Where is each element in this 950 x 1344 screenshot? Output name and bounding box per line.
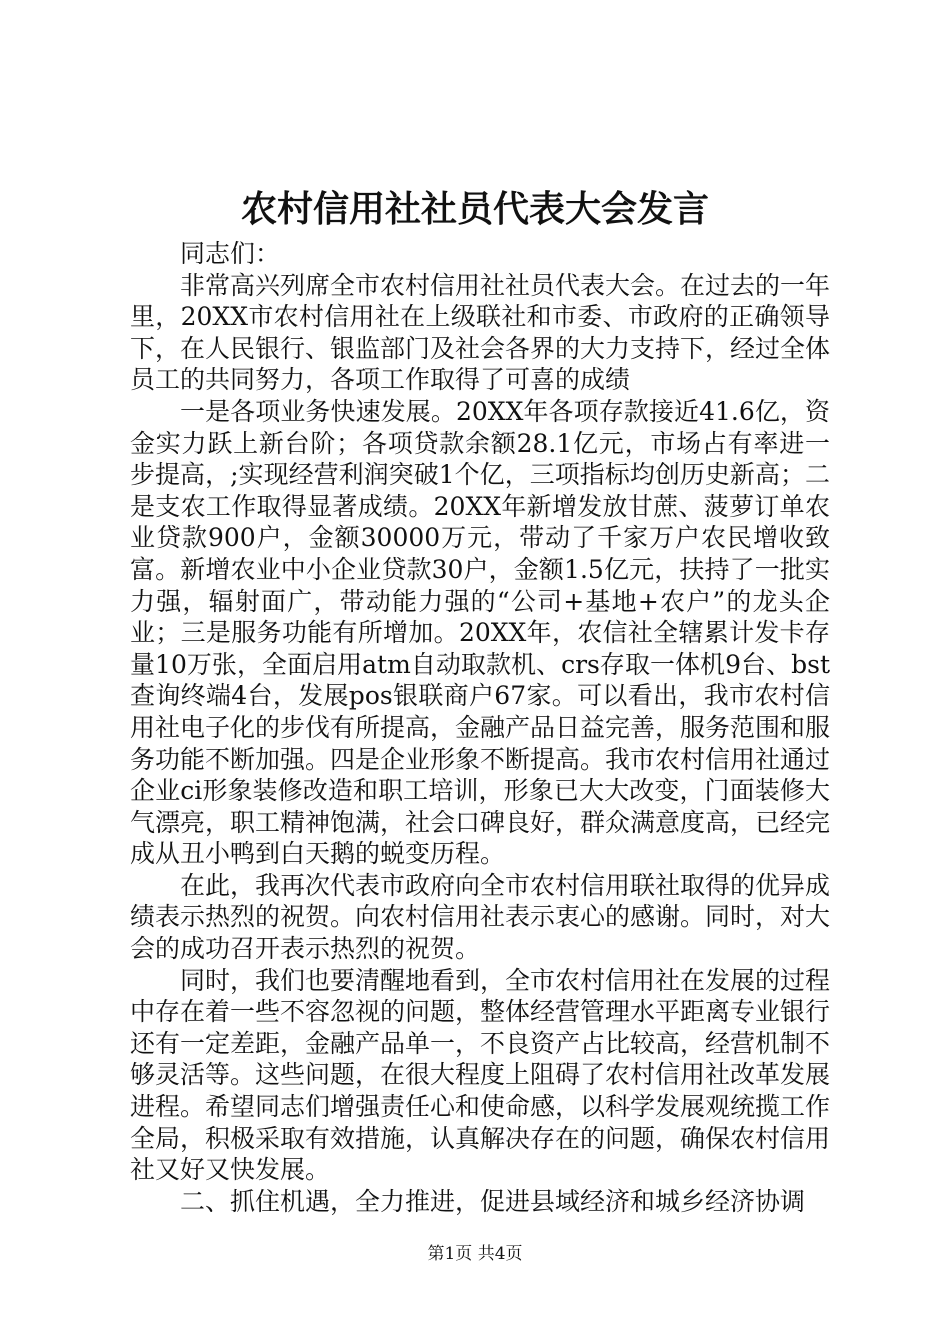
paragraph-congratulations: 在此，我再次代表市政府向全市农村信用联社取得的优异成绩表示热烈的祝贺。向农村信用社表示衷心的感谢。同时，对大会的成功召开表示热烈的祝贺。 [130,870,831,964]
paragraph-achievements: 一是各项业务快速发展。20XX年各项存款接近41.6亿，资金实力跃上新台阶；各项贷款余额28.1亿元，市场占有率进一步提高，;实现经营利润突破1个亿，三项指标均创历史新高；二是支农工作取得显著成绩。20XX年新增发放甘蔗、菠萝订单农业贷款900户，金额30000万元，带动了千家万户农民增收致富。新增农业中小企业贷款30户，金额1.5亿元，扶持了一批实力强，辐射面广，带动能力强的“公司+基地+农户”的龙头企业；三是服务功能有所增加。20XX年，农信社全辖累计发卡存量10万张，全面启用atm自动取款机、crs存取一体机9台、bst查询终端4台，发展pos银联商户67家。可以看出，我市农村信用社电子化的步伐有所提高，金融产品日益完善，服务范围和服务功能不断加强。四是企业形象不断提高。我市农村信用社通过企业ci形象装修改造和职工培训，形象已大大改变，门面装修大气漂亮，职工精神饱满，社会口碑良好，群众满意度高，已经完成从丑小鸭到白天鹅的蜕变历程。 [130,396,831,869]
paragraph-section-two: 二、抓住机遇，全力推进，促进县域经济和城乡经济协调 [180,1186,806,1216]
paragraph-problems: 同时，我们也要清醒地看到，全市农村信用社在发展的过程中存在着一些不容忽视的问题，整体经营管理水平距离专业银行还有一定差距，金融产品单一，不良资产占比较高，经营机制不够灵活等。这些问题，在很大程度上阻碍了农村信用社改革发展进程。希望同志们增强责任心和使命感，以科学发展观统揽工作全局，积极采取有效措施，认真解决存在的问题，确保农村信用社又好又快发展。 [130,965,831,1185]
page-number-footer: 第1页 共4页 [427,1244,523,1264]
document-title: 农村信用社社员代表大会发言 [240,189,709,230]
salutation: 同志们： [180,239,281,268]
paragraph-intro: 非常高兴列席全市农村信用社社员代表大会。在过去的一年里，20XX市农村信用社在上级联社和市委、市政府的正确领导下，在人民银行、银监部门及社会各界的大力支持下，经过全体员工的共同努力，各项工作取得了可喜的成绩 [130,270,831,395]
document-body [130,238,830,1217]
